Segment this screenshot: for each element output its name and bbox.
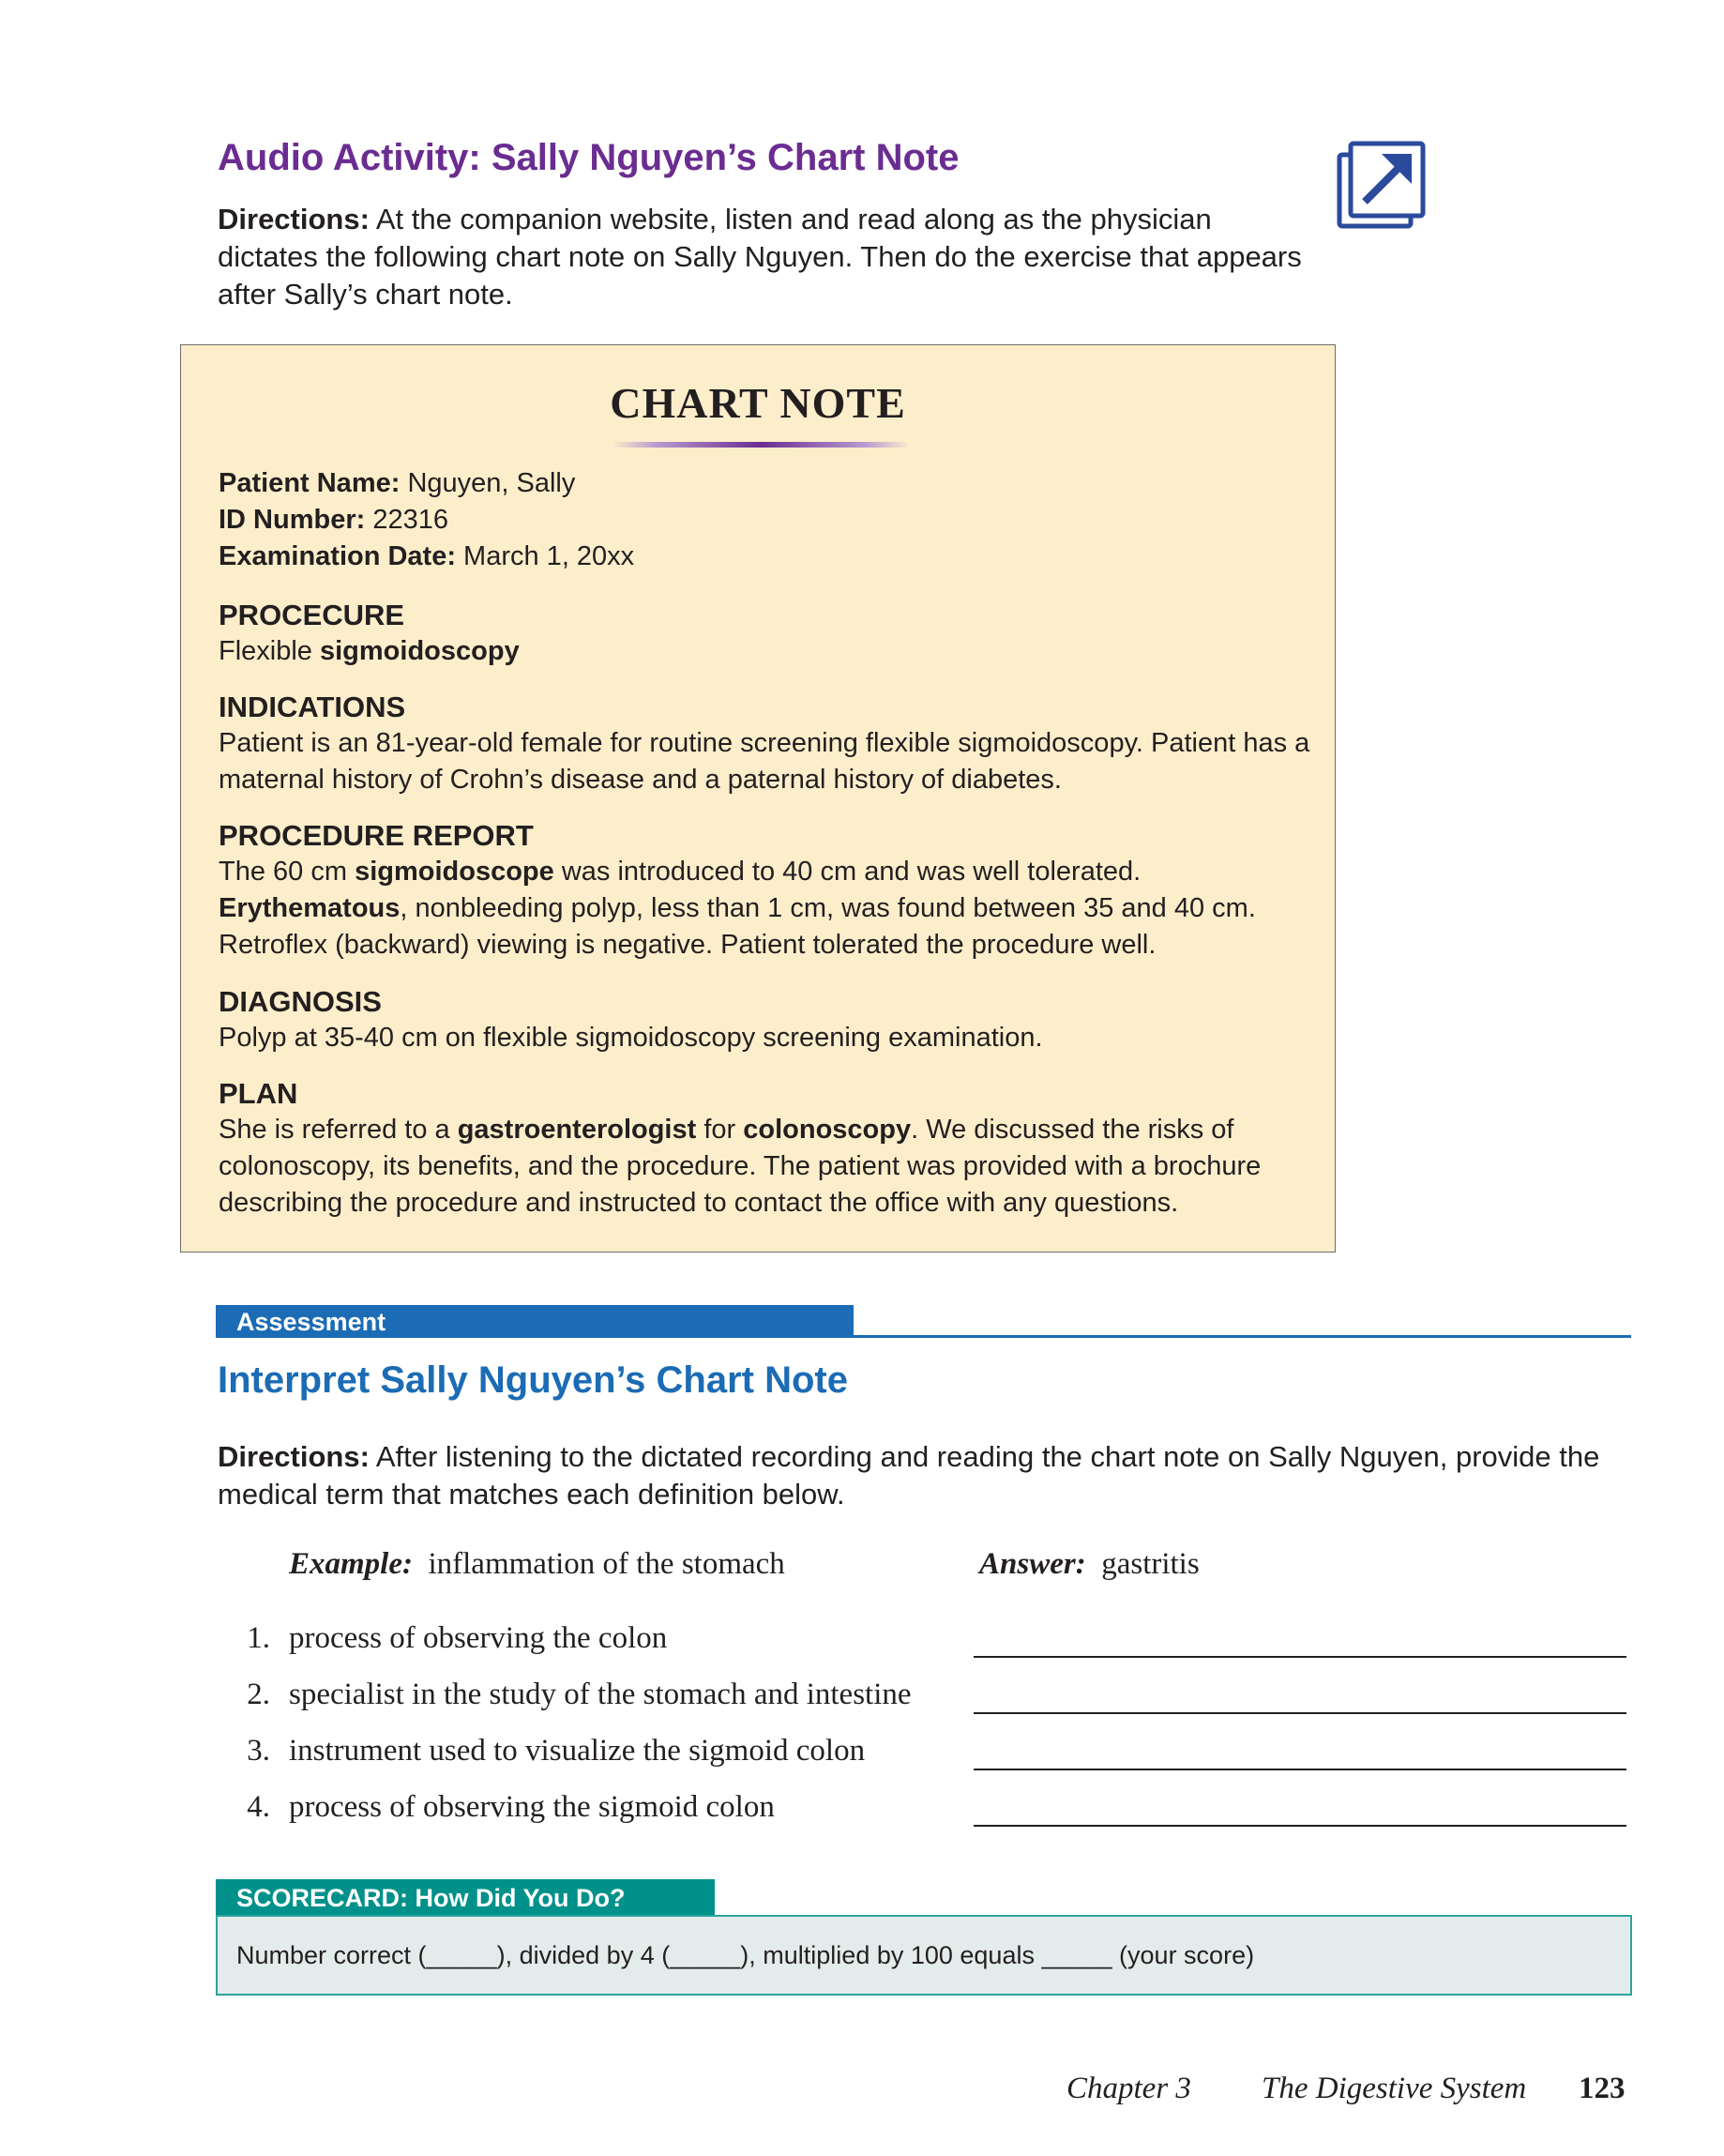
directions-label: Directions: bbox=[218, 203, 370, 235]
procedure-text: Flexible sigmoidoscopy bbox=[219, 636, 520, 666]
question-text: process of observing the colon bbox=[289, 1621, 668, 1655]
footer-chapter: Chapter 3 bbox=[1066, 2072, 1191, 2105]
diagnosis-text: Polyp at 35-40 cm on flexible sigmoidoscopy screening examination. bbox=[219, 1023, 1043, 1053]
question-number: 1. bbox=[247, 1621, 270, 1655]
procedure-heading: PROCECURE bbox=[219, 599, 405, 631]
assessment-tab-label: Assessment bbox=[236, 1308, 386, 1336]
question-text: process of observing the sigmoid colon bbox=[289, 1790, 775, 1824]
exam-date-line bbox=[219, 539, 1316, 575]
indications-heading: INDICATIONS bbox=[219, 691, 406, 723]
term-sigmoidoscopy: sigmoidoscopy bbox=[320, 636, 520, 666]
answer-blank[interactable] bbox=[974, 1712, 1626, 1714]
patient-info bbox=[219, 465, 1316, 575]
assessment-directions-text: After listening to the dictated recording and reading the chart note on Sally Nguyen, provide the medical term that matches each definition below. bbox=[218, 1440, 1600, 1511]
question-number: 2. bbox=[247, 1678, 270, 1711]
answer-text: gastritis bbox=[1101, 1547, 1200, 1581]
term-sigmoidoscope: sigmoidoscope bbox=[355, 857, 554, 887]
answer-blank[interactable] bbox=[974, 1769, 1626, 1770]
answer-blank[interactable] bbox=[974, 1825, 1626, 1827]
question-text: specialist in the study of the stomach and intestine bbox=[289, 1678, 912, 1711]
question-number: 3. bbox=[247, 1734, 270, 1768]
answer-blank[interactable] bbox=[974, 1656, 1626, 1658]
scorecard-text: Number correct (_____), divided by 4 (_____), multiplied by 100 equals _____ (your score) bbox=[236, 1941, 1255, 1969]
answer-label: Answer: bbox=[979, 1547, 1086, 1581]
assessment-tab bbox=[216, 1305, 854, 1338]
procedure-report-heading: PROCEDURE REPORT bbox=[219, 819, 534, 852]
chart-note-title: CHART NOTE bbox=[610, 379, 906, 427]
audio-activity-directions bbox=[218, 201, 1306, 313]
id-number-value: 22316 bbox=[365, 505, 448, 535]
directions-text: At the companion website, listen and read along as the physician dictates the following chart note on Sally Nguyen. Then do the exercise that appears after Sally’s chart note. bbox=[218, 203, 1302, 311]
plan-text: She is referred to a gastroenterologist for colonoscopy. We discussed the risks of colonoscopy, its benefits, and the procedure. The patient was provided with a brochure describing the procedure and instructed to contact the office with any questions. bbox=[219, 1115, 1262, 1218]
plan-section bbox=[219, 1075, 1316, 1222]
id-number-line bbox=[219, 502, 1316, 539]
chart-note-title-rule bbox=[612, 442, 910, 448]
diagnosis-heading: DIAGNOSIS bbox=[219, 985, 382, 1018]
indications-text: Patient is an 81-year-old female for routine screening flexible sigmoidoscopy. Patient has a maternal history of Crohn’s disease and a paternal history of diabetes. bbox=[219, 728, 1310, 795]
term-erythematous: Erythematous bbox=[219, 893, 401, 923]
question-text: instrument used to visualize the sigmoid colon bbox=[289, 1734, 866, 1768]
audio-activity-title: Audio Activity: Sally Nguyen’s Chart Note bbox=[218, 137, 960, 178]
term-colonoscopy: colonoscopy bbox=[743, 1115, 912, 1145]
patient-name-line bbox=[219, 465, 1316, 502]
procedure-report-text: The 60 cm sigmoidoscope was introduced to 40 cm and was well tolerated. Erythematous, nonbleeding polyp, less than 1 cm, was found between 35 and 40 cm. Retroflex (backward) viewing is negative. Patient tolerated the procedure well. bbox=[219, 857, 1256, 960]
patient-name-value: Nguyen, Sally bbox=[400, 468, 576, 498]
assessment-rule bbox=[854, 1335, 1631, 1338]
question-number: 4. bbox=[247, 1790, 270, 1824]
plan-heading: PLAN bbox=[219, 1077, 298, 1110]
scorecard-box bbox=[216, 1915, 1632, 1996]
exam-date-label: Examination Date: bbox=[219, 541, 456, 571]
id-number-label: ID Number: bbox=[219, 505, 366, 535]
example-row bbox=[289, 1547, 785, 1582]
procedure-section bbox=[219, 597, 1316, 670]
scorecard-tab-label: SCORECARD: How Did You Do? bbox=[236, 1884, 626, 1912]
diagnosis-section bbox=[219, 983, 1316, 1056]
procedure-report-section bbox=[219, 817, 1316, 964]
indications-section bbox=[219, 689, 1316, 798]
patient-name-label: Patient Name: bbox=[219, 468, 401, 498]
scorecard-tab bbox=[216, 1879, 715, 1915]
example-text: inflammation of the stomach bbox=[428, 1547, 785, 1581]
assessment-directions-label: Directions: bbox=[218, 1440, 370, 1473]
assessment-directions bbox=[218, 1438, 1643, 1513]
exam-date-value: March 1, 20xx bbox=[456, 541, 635, 571]
example-label: Example: bbox=[289, 1547, 413, 1581]
external-link-icon[interactable] bbox=[1337, 141, 1427, 231]
chart-note-box bbox=[180, 344, 1336, 1253]
assessment-title: Interpret Sally Nguyen’s Chart Note bbox=[218, 1359, 848, 1401]
footer-section: The Digestive System bbox=[1262, 2072, 1527, 2105]
page-number: 123 bbox=[1579, 2072, 1626, 2105]
term-gastroenterologist: gastroenterologist bbox=[457, 1115, 697, 1145]
answer-row bbox=[979, 1547, 1200, 1582]
